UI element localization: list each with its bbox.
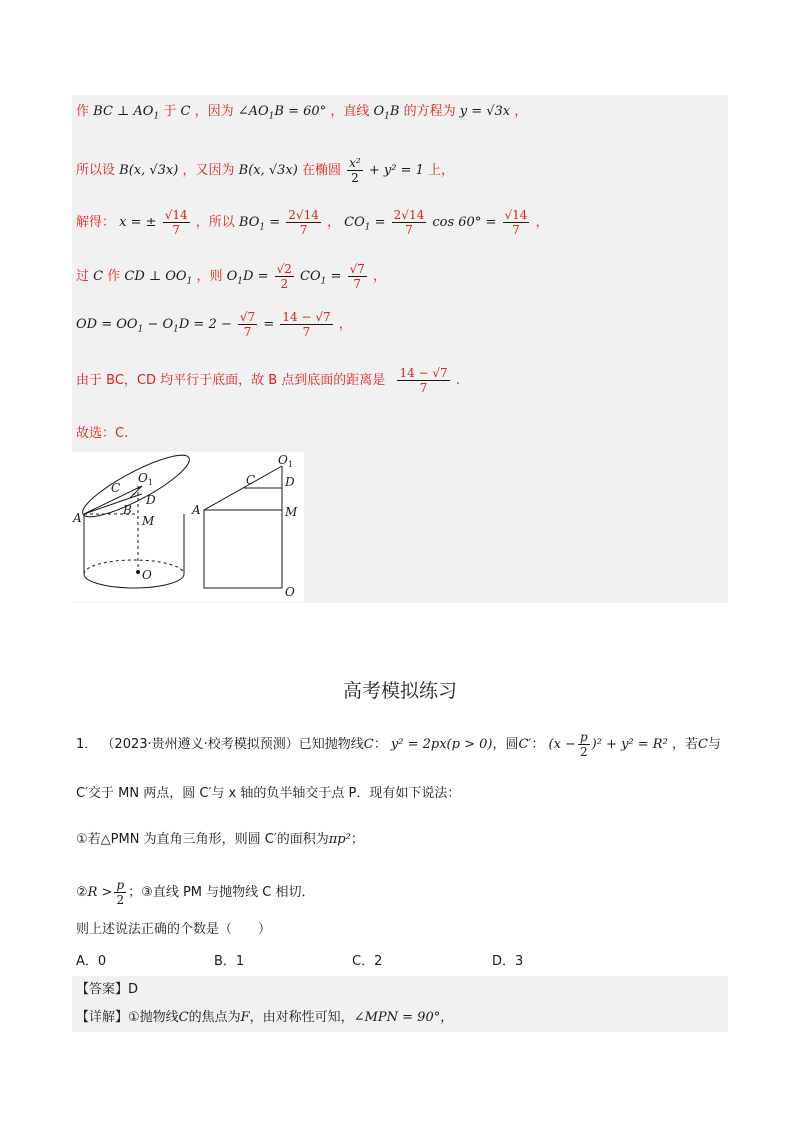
fraction: $\frac{2√14}{7}$	[288, 208, 319, 237]
fraction: $\frac{14 - √7}{7}$	[399, 366, 448, 395]
detail-label: 【详解】	[76, 1010, 129, 1025]
math: OD = $OO_1 - O_1D = 2$ −	[76, 317, 232, 335]
math: C	[93, 269, 104, 284]
math: πp²	[328, 832, 351, 847]
text: ①若△PMN 为直角三角形，则圆 C′的面积为	[76, 832, 329, 847]
math: $BO_1$ =	[238, 215, 281, 233]
text: 由于 BC，CD 均平行于底面，故 B 点到底面的距离是	[76, 373, 386, 388]
geometry-figure	[72, 452, 304, 602]
text: 于	[163, 104, 177, 119]
text: ：	[531, 737, 545, 752]
text: 与	[707, 737, 721, 752]
text: 的方程为	[403, 104, 456, 119]
text: ，	[535, 215, 549, 230]
math: CD ⊥ $OO_1$	[124, 269, 193, 287]
fraction: $\frac{2√14}{7}$	[393, 208, 425, 237]
label-A: A	[73, 511, 82, 525]
solution-line-2	[76, 156, 454, 185]
text: ，由对称性可知，	[249, 1010, 354, 1025]
question-line-1	[76, 730, 721, 759]
label-D: D	[146, 493, 156, 507]
fraction: $\frac{p}{2}$	[116, 878, 125, 907]
math: $CO_1$ =	[344, 215, 386, 233]
text: 所以设	[76, 163, 116, 178]
fraction: $\frac{√7}{7}$	[239, 310, 256, 339]
label-C: C	[111, 481, 121, 495]
math: C	[363, 737, 374, 752]
text: ，若	[671, 737, 698, 752]
question-number: 1．	[76, 737, 98, 752]
text: ②	[76, 885, 88, 900]
option-a[interactable]: A．0	[76, 954, 107, 969]
question-source: （2023·贵州遵义·校考模拟预测）	[101, 737, 299, 752]
text: 作	[107, 269, 121, 284]
detail-line	[76, 1008, 453, 1028]
text: ，	[326, 215, 340, 230]
section-title: 高考模拟练习	[342, 680, 457, 702]
fraction: $\frac{√14}{7}$	[504, 208, 528, 237]
section-label-C: C	[246, 473, 256, 487]
label-O1: $O_1$	[138, 471, 153, 487]
fraction: $\frac{14 - √7}{7}$	[282, 310, 331, 339]
section-label-M: M	[285, 505, 298, 519]
question-line-2: C′交于 MN 两点，圆 C′与 x 轴的负半轴交于点 P．现有如下说法：	[76, 786, 461, 801]
text: 已知抛物线	[298, 737, 364, 752]
text: 上，	[428, 163, 455, 178]
text: ，所以	[195, 215, 235, 230]
text: .	[455, 373, 460, 388]
solution-line-7	[76, 424, 128, 444]
text: ，直线	[330, 104, 370, 119]
text: 在椭圆	[301, 163, 341, 178]
option-d[interactable]: D．3	[492, 954, 524, 969]
answer-label: 【答案】	[76, 982, 129, 997]
math: )² + y² = R²	[591, 737, 668, 752]
text: ，则	[196, 269, 223, 284]
fraction: $\frac{√14}{7}$	[164, 208, 188, 237]
math: cos 60° =	[432, 215, 497, 230]
math: R >	[87, 885, 113, 900]
text: ，	[440, 1010, 454, 1025]
math: C′	[518, 737, 532, 752]
text: 解得：	[76, 215, 116, 230]
math: x = ±	[119, 215, 157, 230]
math: ∠MPN = 90°	[353, 1010, 441, 1025]
math: y² = 2px(p > 0)	[390, 737, 493, 752]
center-point-O	[136, 570, 140, 574]
section-label-O: O	[285, 585, 295, 599]
fraction: $\frac{√2}{2}$	[276, 262, 292, 291]
text: 过	[76, 269, 90, 284]
text: 故选：C.	[76, 426, 129, 441]
option-b[interactable]: B．1	[214, 954, 245, 969]
math: $O_1D$ =	[226, 269, 269, 287]
text: ①抛物线	[128, 1010, 179, 1025]
math: $O_1B$	[373, 104, 400, 122]
math: C	[697, 737, 708, 752]
text: ，	[373, 269, 387, 284]
solution-line-5	[76, 310, 352, 340]
text: ，圆	[492, 737, 519, 752]
question-line-5: 则上述说法正确的个数是（ ）	[76, 922, 272, 937]
text: ，又因为	[182, 163, 235, 178]
solution-line-4	[76, 262, 386, 292]
math: C	[178, 1010, 189, 1025]
fraction: $\frac{√7}{7}$	[349, 262, 365, 291]
math: $\angle AO_1B = 60^\circ$	[237, 104, 327, 122]
answer-value: D	[128, 982, 139, 997]
text: 作	[76, 104, 90, 119]
text: 的焦点为	[188, 1010, 241, 1025]
text: ；③直线 PM 与抛物线 C 相切．	[128, 885, 315, 900]
label-B: B	[123, 503, 132, 517]
option-c[interactable]: C．2	[352, 954, 383, 969]
math: =	[263, 317, 275, 332]
label-M: M	[142, 514, 155, 528]
fraction: $\frac{\text{x²}}{2}$	[349, 156, 361, 185]
math: y = √3x	[459, 104, 511, 119]
solution-line-3	[76, 208, 549, 238]
answer-line	[76, 980, 138, 1000]
fraction: $\frac{p}{2}$	[579, 730, 588, 759]
math: + y² = 1	[368, 163, 424, 178]
text: ，	[514, 104, 528, 119]
solution-line-6	[76, 366, 460, 395]
math: BC ⊥ $AO_1$	[93, 104, 160, 122]
math: C	[180, 104, 191, 119]
math: F	[240, 1010, 250, 1025]
section-label-A: A	[192, 503, 201, 517]
text: ：	[373, 737, 387, 752]
text: ；	[350, 832, 364, 847]
math: B(x, √3x)	[238, 163, 298, 178]
section-label-D: D	[285, 475, 295, 489]
math: B(x, √3x)	[119, 163, 179, 178]
math: $CO_1$ =	[300, 269, 342, 287]
text: ，	[338, 317, 352, 332]
question-line-3	[76, 830, 364, 850]
solution-line-1	[76, 102, 527, 127]
section-label-O1: $O_1$	[278, 453, 293, 469]
label-O: O	[142, 568, 152, 582]
question-line-4	[76, 878, 315, 907]
text: ，因为	[194, 104, 234, 119]
math: (x −	[548, 737, 576, 752]
